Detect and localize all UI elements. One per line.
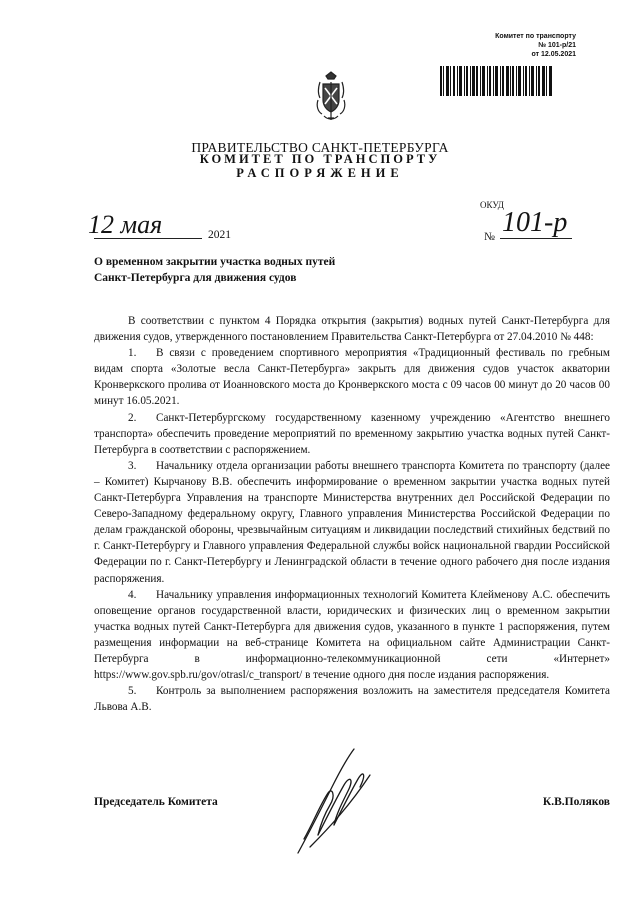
item-text: В связи с проведением спортивного мероприятия «Традиционный фестиваль по гребным видам спорта «Золотые весла Санкт-Петербурга» закрыть для движения судов участок акватории Кронверкского пролива от Иоанновского моста до Кронверкского моста с 09 часов 00 минут до 20 часов 00 минут 16.05.2021. <box>94 347 610 408</box>
date-year: 2021 <box>208 229 231 241</box>
item-number: 4. <box>128 588 137 601</box>
stamp-line-3: от 12.05.2021 <box>531 51 576 58</box>
handwritten-date: 12 мая <box>88 210 163 239</box>
barcode-icon <box>440 66 552 96</box>
list-item <box>94 410 610 458</box>
handwritten-number: 101-р <box>502 207 568 238</box>
coat-of-arms-icon <box>312 70 350 126</box>
list-item <box>94 587 610 684</box>
number-sign: № <box>484 231 495 243</box>
stamp-line-1: Комитет по транспорту <box>495 33 576 40</box>
list-item <box>94 458 610 587</box>
item-text: Контроль за выполнением распоряжения возложить на заместителя председателя Комитета Львова А.В. <box>94 685 610 714</box>
item-text: Санкт-Петербургскому государственному казенному учреждению «Агентство внешнего транспорта» обеспечить проведение мероприятий по временному закрытию участка водных путей Санкт-Петербурга в соответствии с распоряжением. <box>94 411 610 456</box>
document-subject: О временном закрытии участка водных путей Санкт-Петербурга для движения судов <box>94 256 336 284</box>
date-underline <box>94 238 202 239</box>
item-number: 2. <box>128 411 137 424</box>
signer-position: Председатель Комитета <box>94 796 218 808</box>
document-type-title: РАСПОРЯЖЕНИЕ <box>236 166 404 180</box>
number-underline <box>500 238 572 239</box>
item-text: Начальнику отдела организации работы внешнего транспорта Комитета по транспорту (далее – Комитет) Кырчанову В.В. обеспечить информирование о временном закрытии участка водных путей Санкт-Петербурга Управления на транспорте Министерства внутренних дел Российской Федерации по Северо-Западному федеральному округу, Главного управления Министерства Российской Федерации по делам гражданской обороны, чрезвычайным ситуациям и ликвидации последствий стихийных бедствий по г. Санкт-Петербургу и Главного управления Федеральной службы войск национальной гвардии Российской Федерации по г. Санкт-Петербургу и Ленинградской области в течение одного рабочего дня после издания распоряжения. <box>94 459 610 585</box>
list-item <box>94 683 610 715</box>
item-number: 1. <box>128 347 137 360</box>
okud-label: ОКУД <box>480 200 504 210</box>
government-title: ПРАВИТЕЛЬСТВО САНКТ-ПЕТЕРБУРГА <box>191 140 449 155</box>
signer-name: К.В.Поляков <box>542 796 610 808</box>
item-number: 5. <box>128 685 137 698</box>
registration-stamp <box>456 32 576 59</box>
list-item <box>94 345 610 409</box>
intro-paragraph: В соответствии с пунктом 4 Порядка открытия (закрытия) водных путей Санкт-Петербурга для движения судов, утвержденного постановлением Правительства Санкт-Петербурга от 27.04.2010 № 448: <box>94 315 610 344</box>
item-text: Начальнику управления информационных технологий Комитета Клейменову А.С. обеспечить оповещение органов государственной власти, юридических и физических лиц о временном закрытии участка водных путей Санкт-Петербурга для движения судов, указанного в пункте 1 распоряжения, путем размещения информации на веб-странице Комитета на официальном сайте Администрации Санкт-Петербурга в информационно-телекоммуникационной сети «Интернет» https://www.gov.spb.ru/gov/otrasl/c_transport/ в течение одного дня после издания распоряжения. <box>94 588 610 682</box>
item-number: 3. <box>128 459 137 472</box>
stamp-line-2: № 101-р/21 <box>538 42 576 49</box>
handwritten-signature-icon <box>270 735 390 865</box>
committee-title: КОМИТЕТ ПО ТРАНСПОРТУ <box>199 152 441 166</box>
document-body <box>94 313 610 715</box>
